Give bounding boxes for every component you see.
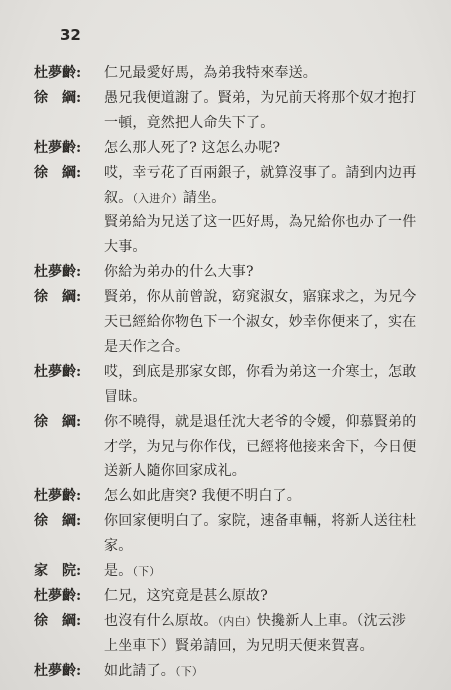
dialogue-line: 你不曉得，就是退任沈大老爷的令嬡，仰慕賢弟的 <box>104 413 417 430</box>
dialogue-line: 冒昧。 <box>104 388 147 405</box>
speaker-name: 徐 綱: <box>34 413 82 430</box>
dialogue-line: 天已經給你物色下一个淑女，妙幸你便来了，实在 <box>104 314 417 330</box>
dialogue-line: 送新人隨你回家成礼。 <box>104 463 246 480</box>
dialogue-line: 是天作之合。 <box>104 338 190 355</box>
dialogue-line: 愚兄我便道謝了。賢弟，为兄前天将那个奴才抱打 <box>104 89 417 106</box>
dialogue-line: 仁兄最愛好馬，為弟我特來奉送。 <box>104 65 317 81</box>
dialogue-line: 上坐車下）賢弟請回，为兄明天便来賀喜。 <box>104 637 374 654</box>
dialogue-line: 你給为弟办的什么大事? <box>104 264 254 281</box>
speaker-name: 杜夢齡: <box>34 363 82 380</box>
dialogue-line: 才学，为兄与你作伐，已經将他接来舍下，今日便 <box>104 438 417 455</box>
dialogue-line: 叙。（入进介）請坐。 <box>104 189 226 206</box>
dialogue-line: 哎，幸亏花了百兩銀子，就算沒事了。請到内边再 <box>104 164 417 181</box>
speaker-name: 徐 綱: <box>34 513 82 530</box>
speaker-name: 家 院: <box>34 563 82 579</box>
dialogue-line: 你回家便明白了。家院，速备車輛，将新人送往杜 <box>104 513 417 530</box>
dialogue-line: 如此請了。（下） <box>104 662 204 679</box>
dialogue-line: 大事。 <box>104 239 147 256</box>
speaker-name: 杜夢齡: <box>34 662 82 679</box>
speaker-name: 徐 綱: <box>34 164 82 181</box>
speaker-name: 徐 綱: <box>34 89 82 106</box>
dialogue-line: 是。（下） <box>104 563 161 579</box>
speaker-name: 杜夢齡: <box>34 264 82 281</box>
speaker-name: 杜夢齡: <box>34 65 82 81</box>
dialogue-line: 怎么那人死了? 这怎么办呢? <box>104 139 281 156</box>
dialogue-line: 賢弟給为兄送了这一匹好馬，為兄給你也办了一件 <box>104 214 417 231</box>
speaker-name: 徐 綱: <box>34 289 82 306</box>
dialogue-line: 哎，到底是那家女郎，你看为弟这一介寒士，怎敢 <box>104 363 417 380</box>
dialogue-line: 怎么如此唐突? 我便不明白了。 <box>104 488 301 505</box>
dialogue-line: 也沒有什么原故。（内白）快攙新人上車。（沈云涉 <box>104 612 407 629</box>
speaker-name: 杜夢齡: <box>34 587 82 604</box>
dialogue-line: 一頓，竟然把人命失下了。 <box>104 114 275 131</box>
dialogue-line: 仁兄，这究竟是甚么原故? <box>104 587 268 604</box>
page-number: 32 <box>60 26 81 44</box>
speaker-name: 杜夢齡: <box>34 139 82 156</box>
dialogue-line: 家。 <box>104 538 133 555</box>
dialogue-line: 賢弟，你从前曾說，窈窕淑女，寤寐求之，为兄今 <box>104 289 417 306</box>
speaker-name: 徐 綱: <box>34 612 82 629</box>
speaker-name: 杜夢齡: <box>34 488 82 505</box>
